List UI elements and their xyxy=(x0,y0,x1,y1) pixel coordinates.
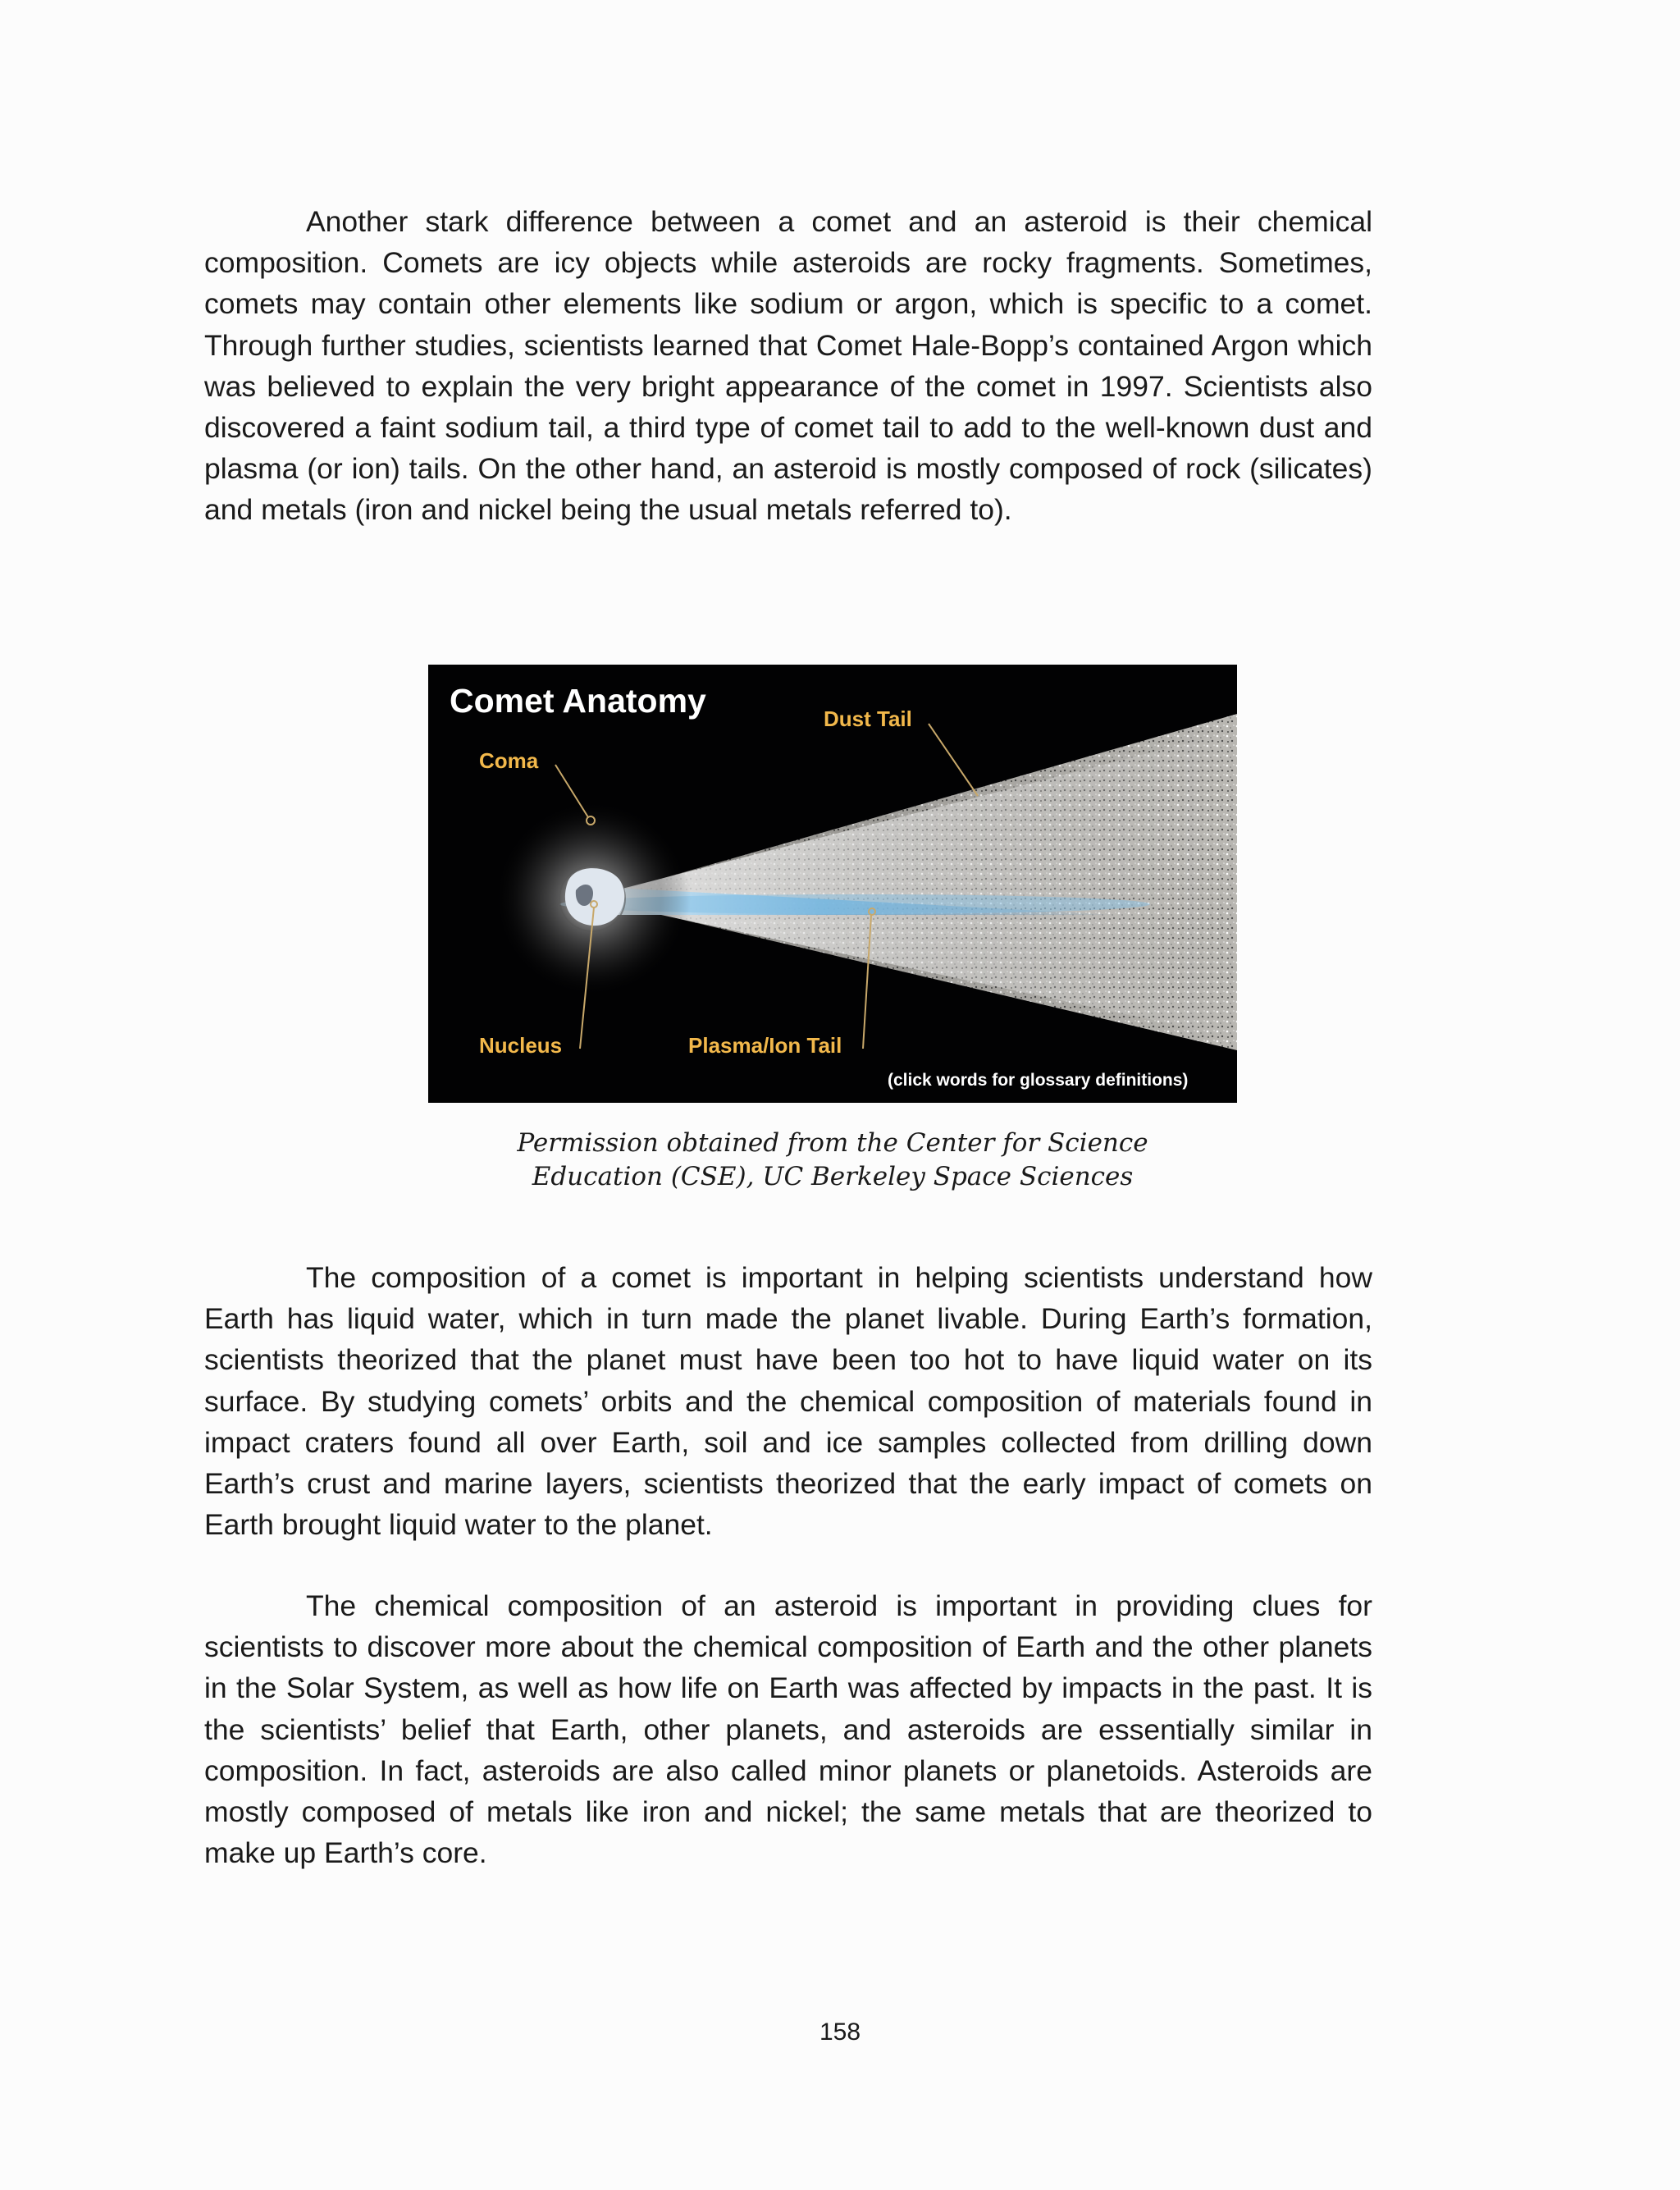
caption-line-2: Education (CSE), UC Berkeley Space Sciences xyxy=(532,1162,1134,1191)
comet-anatomy-illustration xyxy=(428,665,1237,1103)
paragraph-asteroid-composition: The chemical composition of an asteroid is important in providing clues for scientists to discover more about the chemical composition of Earth and the other planets in the Solar System, as well as how life on Earth was affected by impacts in the past. It is the scientists’ belief that Earth, other planets, and asteroids are essentially similar in composition. In fact, asteroids are also called minor planets or planetoids. Asteroids are mostly composed of metals like iron and nickel; the same metals that are theorized to make up Earth’s core. xyxy=(204,1589,1372,1870)
figure-caption xyxy=(459,1127,1206,1191)
nucleus-body xyxy=(565,868,624,926)
paragraph-comet-water: The composition of a comet is important in helping scientists understand how Earth has liquid water, which in turn made the planet livable. During Earth’s formation, scientists theorized that the planet must have been too hot to have liquid water on its surface. By studying comets’ orbits and the chemical composition of materials found in impact craters found all over Earth, soil and ice samples collected from drilling down Earth’s crust and marine layers, scientists theorized that the early impact of comets on Earth brought liquid water to the planet. xyxy=(204,1261,1372,1542)
glossary-note: (click words for glossary definitions) xyxy=(888,1071,1189,1090)
caption-line-1: Permission obtained from the Center for Science xyxy=(517,1128,1148,1158)
label-coma[interactable]: Coma xyxy=(479,748,539,773)
label-dust-tail[interactable]: Dust Tail xyxy=(824,706,912,731)
label-plasma-ion-tail[interactable]: Plasma/Ion Tail xyxy=(688,1033,842,1058)
figure-title: Comet Anatomy xyxy=(450,682,706,720)
paragraph-comet-asteroid-composition: Another stark difference between a comet and an asteroid is their chemical composition. Comets are icy objects while asteroids are rocky fragments. Sometimes, comets may contain other elements like sodium or argon, which is specific to a comet. Through further studies, scientists learned that Comet Hale-Bopp’s contained Argon which was believed to explain the very bright appearance of the comet in 1997. Scientists also discovered a faint sodium tail, a third type of comet tail to add to the well-known dust and plasma (or ion) tails. On the other hand, an asteroid is mostly composed of rock (silicates) and metals (iron and nickel being the usual metals referred to). xyxy=(204,205,1372,527)
comet-anatomy-figure xyxy=(428,665,1237,1103)
label-nucleus[interactable]: Nucleus xyxy=(479,1033,563,1058)
page-number: 158 xyxy=(819,2019,861,2046)
